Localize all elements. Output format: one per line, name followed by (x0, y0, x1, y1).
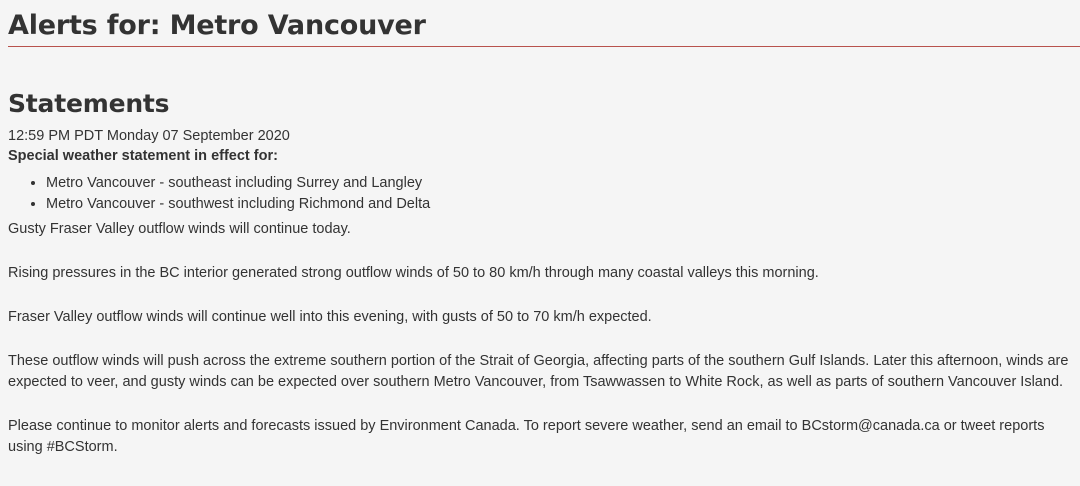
statement-paragraph: Please continue to monitor alerts and forecasts issued by Environment Canada. To report severe weather, send an email to BCstorm@canada.ca or tweet reports using #BCStorm. (8, 418, 1045, 455)
issued-timestamp: 12:59 PM PDT Monday 07 September 2020 (8, 128, 290, 144)
statement-paragraph: Gusty Fraser Valley outflow winds will continue today. (8, 221, 351, 237)
statement-paragraph: These outflow winds will push across the extreme southern portion of the Strait of Georgia, affecting parts of the southern Gulf Islands. Later this afternoon, winds are expected to veer, and gusty winds can be expected over southern Metro Vancouver, from Tsawwassen to White Rock, as well as parts of southern Vancouver Island. (8, 353, 1069, 390)
region-list-item: • Metro Vancouver - southwest including Richmond and Delta (46, 194, 1072, 215)
statement-paragraph: Fraser Valley outflow winds will continue well into this evening, with gusts of 50 to 70 km/h expected. (8, 309, 652, 325)
region-list-item: • Metro Vancouver - southeast including Surrey and Langley (46, 173, 1072, 194)
in-effect-heading: Special weather statement in effect for: (8, 148, 278, 164)
statement-paragraph: Rising pressures in the BC interior generated strong outflow winds of 50 to 80 km/h through many coastal valleys this morning. (8, 265, 819, 281)
statements-section (8, 47, 1072, 458)
page-title: Alerts for: Metro Vancouver (8, 10, 426, 41)
region-list (8, 173, 1072, 215)
section-heading: Statements (8, 89, 170, 118)
